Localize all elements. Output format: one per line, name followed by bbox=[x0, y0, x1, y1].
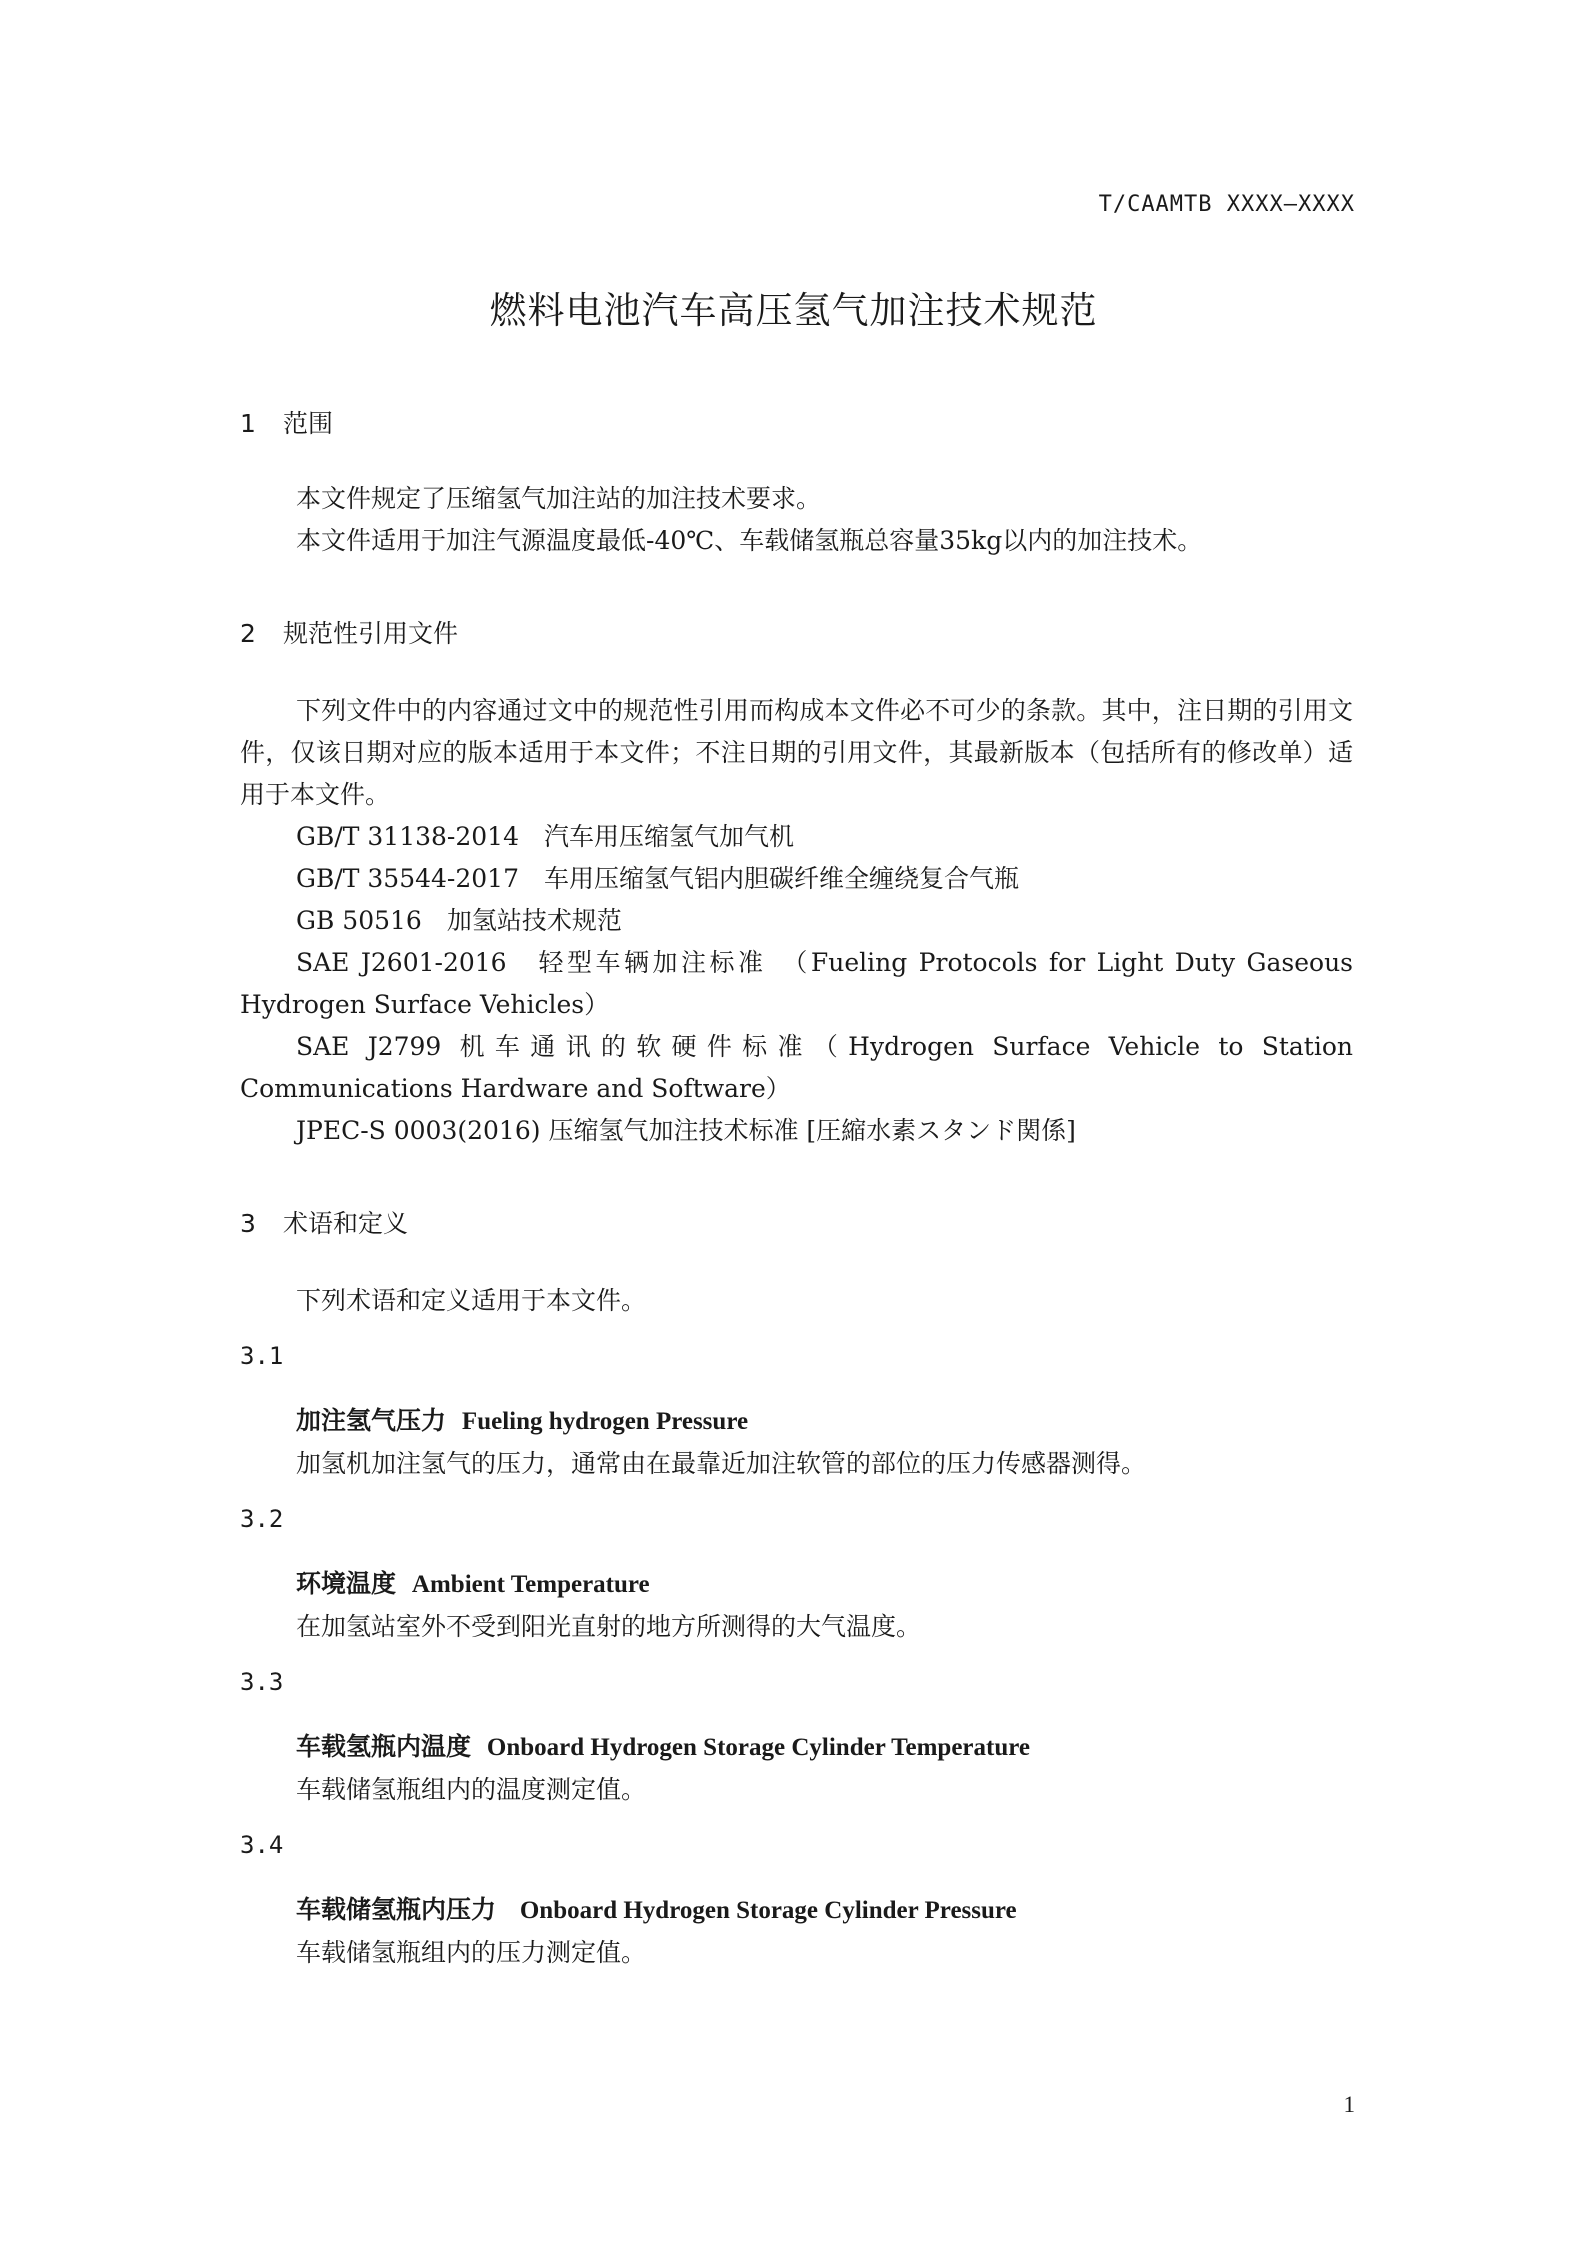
document-title: 燃料电池汽车高压氢气加注技术规范 bbox=[489, 289, 1098, 332]
term-english: Ambient Temperature bbox=[411, 1571, 650, 1598]
paragraph: 下列术语和定义适用于本文件。 bbox=[296, 1286, 647, 1315]
term-number: 3.4 bbox=[240, 1831, 284, 1859]
term-heading bbox=[240, 1400, 1353, 1443]
section-number: 2 bbox=[240, 619, 256, 648]
section-1-heading bbox=[240, 404, 1353, 440]
term-definition: 车载储氢瓶组内的温度测定值。 bbox=[296, 1775, 647, 1804]
section-title: 术语和定义 bbox=[283, 1209, 409, 1238]
term-definition: 在加氢站室外不受到阳光直射的地方所测得的大气温度。 bbox=[296, 1612, 922, 1641]
term-definition: 车载储氢瓶组内的压力测定值。 bbox=[296, 1938, 647, 1967]
paragraph: 下列文件中的内容通过文中的规范性引用而构成本文件必不可少的条款。其中，注日期的引用文件，仅该日期对应的版本适用于本文件；不注日期的引用文件，其最新版本（包括所有的修改单）适用于本文件。 bbox=[240, 696, 1353, 809]
reference-item: GB 50516 加氢站技术规范 bbox=[296, 906, 622, 935]
section-title: 范围 bbox=[283, 409, 334, 438]
term-english: Fueling hydrogen Pressure bbox=[461, 1408, 749, 1435]
term-heading bbox=[240, 1889, 1353, 1932]
term-english: Onboard Hydrogen Storage Cylinder Temperature bbox=[486, 1734, 1031, 1761]
term-chinese: 车载储氢瓶内压力 bbox=[296, 1895, 497, 1924]
section-number: 1 bbox=[240, 409, 256, 438]
term-english: Onboard Hydrogen Storage Cylinder Pressure bbox=[519, 1897, 1017, 1924]
reference-item: GB/T 31138-2014 汽车用压缩氢气加气机 bbox=[296, 822, 794, 851]
reference-item: SAE J2601-2016 轻型车辆加注标准 （Fueling Protocols for Light Duty Gaseous Hydrogen Surface Vehicles） bbox=[240, 948, 1353, 1019]
term-chinese: 环境温度 bbox=[296, 1569, 397, 1598]
term-number: 3.3 bbox=[240, 1668, 284, 1696]
paragraph: 本文件规定了压缩氢气加注站的加注技术要求。 bbox=[296, 484, 822, 513]
section-3-heading bbox=[240, 1204, 1353, 1240]
reference-item: JPEC-S 0003(2016) 压缩氢气加注技术标准 [圧縮水素スタンド関係] bbox=[296, 1116, 1076, 1145]
term-number: 3.2 bbox=[240, 1505, 284, 1533]
document-body bbox=[240, 404, 1353, 1974]
reference-item: GB/T 35544-2017 车用压缩氢气铝内胆碳纤维全缠绕复合气瓶 bbox=[296, 864, 1019, 893]
section-title: 规范性引用文件 bbox=[283, 619, 459, 648]
term-heading bbox=[240, 1563, 1353, 1606]
document-code: T/CAAMTB XXXX—XXXX bbox=[1098, 192, 1355, 217]
term-heading bbox=[240, 1726, 1353, 1769]
term-definition: 加氢机加注氢气的压力，通常由在最靠近加注软管的部位的压力传感器测得。 bbox=[296, 1449, 1147, 1478]
term-chinese: 加注氢气压力 bbox=[296, 1406, 447, 1435]
section-number: 3 bbox=[240, 1209, 256, 1238]
paragraph: 本文件适用于加注气源温度最低-40℃、车载储氢瓶总容量35kg以内的加注技术。 bbox=[296, 526, 1203, 555]
page-number: 1 bbox=[1343, 2092, 1355, 2117]
term-number: 3.1 bbox=[240, 1342, 284, 1370]
reference-item: SAE J2799 机车通讯的软硬件标准（Hydrogen Surface Vehicle to Station Communications Hardware and Software） bbox=[240, 1032, 1353, 1103]
section-2-heading bbox=[240, 614, 1353, 650]
term-chinese: 车载氢瓶内温度 bbox=[296, 1732, 472, 1761]
